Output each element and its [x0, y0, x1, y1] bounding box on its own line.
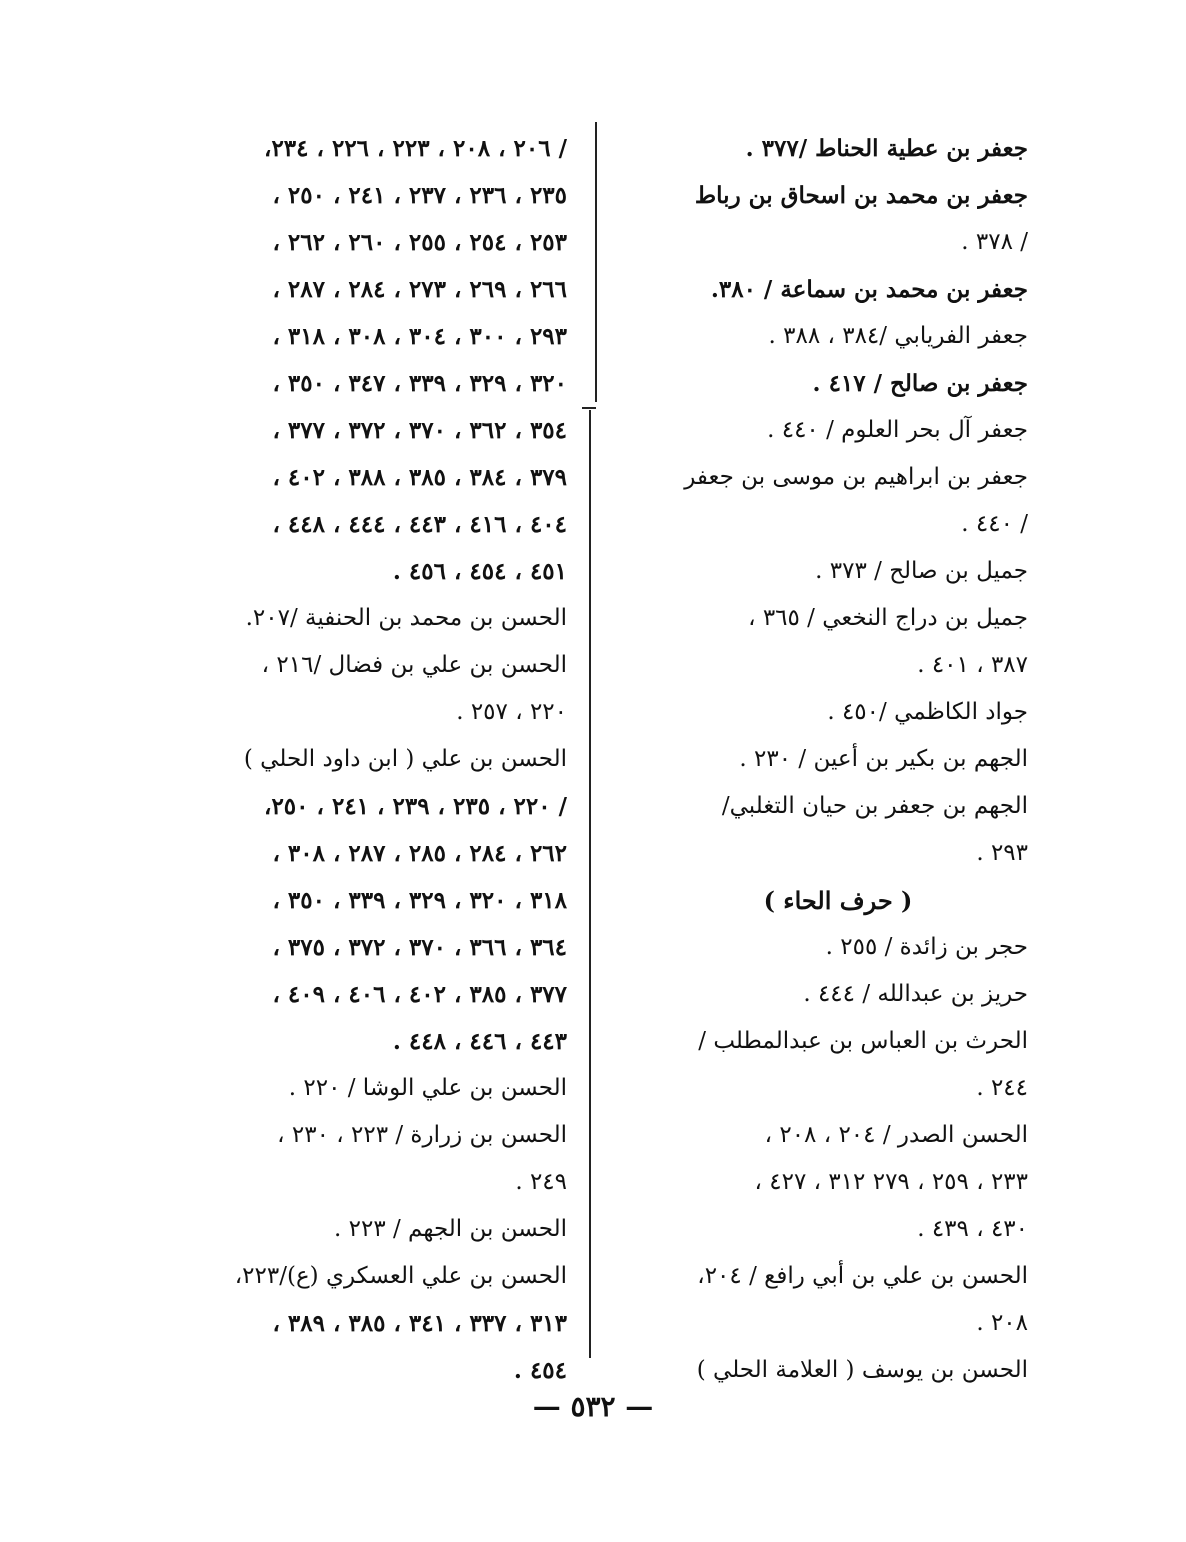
index-entry-line: / ٢٢٠ ، ٢٣٥ ، ٢٣٩ ، ٢٤١ ، ٢٥٠، [264, 793, 567, 820]
index-entry-line: ٤٠٤ ، ٤١٦ ، ٤٤٣ ، ٤٤٤ ، ٤٤٨ ، [272, 511, 567, 538]
index-entry-line: جعفر آل بحر العلوم / ٤٤٠ . [767, 417, 1028, 443]
index-entry-line: حجر بن زائدة / ٢٥٥ . [825, 934, 1028, 960]
index-entry-line: جعفر بن ابراهيم بن موسى بن جعفر [684, 464, 1028, 490]
index-entry-line: ٢٤٩ . [515, 1169, 567, 1195]
column-divider-tick [582, 407, 596, 409]
index-entry-line: ٢٦٦ ، ٢٦٩ ، ٢٧٣ ، ٢٨٤ ، ٢٨٧ ، [272, 276, 567, 303]
index-entry-line: جعفر بن عطية الحناط /٣٧٧ . [745, 135, 1028, 162]
index-column-right [608, 125, 1028, 1394]
index-entry-line: ٣٧٧ ، ٣٨٥ ، ٤٠٢ ، ٤٠٦ ، ٤٠٩ ، [272, 981, 567, 1008]
index-entry-line: الحسن بن علي ( ابن داود الحلي ) [243, 746, 567, 772]
index-entry-line: / ٢٠٦ ، ٢٠٨ ، ٢٢٣ ، ٢٢٦ ، ٢٣٤، [264, 135, 567, 162]
index-entry-line: ٤٣٠ ، ٤٣٩ . [917, 1216, 1028, 1242]
index-entry-line: ٤٤٣ ، ٤٤٦ ، ٤٤٨ . [392, 1028, 567, 1055]
index-entry-line: ٣٥٤ ، ٣٦٢ ، ٣٧٠ ، ٣٧٢ ، ٣٧٧ ، [272, 417, 567, 444]
index-entry-line: ٢٩٣ . [976, 840, 1028, 866]
index-entry-line: ٢٠٨ . [976, 1310, 1028, 1336]
index-entry-line: جعفر بن محمد بن اسحاق بن رباط [694, 182, 1028, 209]
index-entry-line: الحسن الصدر / ٢٠٤ ، ٢٠٨ ، [764, 1122, 1028, 1148]
index-entry-line: الحسن بن زرارة / ٢٢٣ ، ٢٣٠ ، [277, 1122, 567, 1148]
index-entry-line: ٢٢٠ ، ٢٥٧ . [456, 699, 567, 725]
index-entry-line: الحسن بن علي بن فضال /٢١٦ ، [261, 652, 567, 678]
index-entry-line: حريز بن عبدالله / ٤٤٤ . [803, 981, 1028, 1007]
index-entry-line: ٤٥٤ . [513, 1357, 567, 1384]
index-entry-line: جعفر الفريابي /٣٨٤ ، ٣٨٨ . [768, 323, 1028, 349]
index-entry-line: جميل بن دراج النخعي / ٣٦٥ ، [748, 605, 1028, 631]
index-entry-line: جعفر بن محمد بن سماعة / ٣٨٠. [710, 276, 1028, 303]
index-entry-line: الحسن بن علي بن أبي رافع / ٢٠٤، [697, 1263, 1028, 1289]
index-column-left [152, 125, 567, 1394]
index-entry-line: الجهم بن بكير بن أعين / ٢٣٠ . [739, 746, 1028, 772]
index-entry-line: ٣٢٠ ، ٣٢٩ ، ٣٣٩ ، ٣٤٧ ، ٣٥٠ ، [272, 370, 567, 397]
index-entry-line: الحسن بن علي الوشا / ٢٢٠ . [288, 1075, 567, 1101]
index-entry-line: الحسن بن علي العسكري (ع)/٢٢٣، [234, 1263, 567, 1289]
column-divider-top [595, 122, 597, 402]
section-heading: ( حرف الحاء ) [763, 886, 913, 915]
index-entry-line: / ٤٤٠ . [961, 511, 1028, 537]
index-entry-line: الحسن بن محمد بن الحنفية /٢٠٧. [245, 605, 567, 631]
index-entry-line: جواد الكاظمي /٤٥٠ . [827, 699, 1028, 725]
index-entry-line: ٣٦٤ ، ٣٦٦ ، ٣٧٠ ، ٣٧٢ ، ٣٧٥ ، [272, 934, 567, 961]
index-entry-line: ٤٥١ ، ٤٥٤ ، ٤٥٦ . [392, 558, 567, 585]
index-entry-line: الحرث بن العباس بن عبدالمطلب / [698, 1028, 1028, 1054]
index-entry-line: الجهم بن جعفر بن حيان التغلبي/ [721, 793, 1028, 819]
index-entry-line: الحسن بن الجهم / ٢٢٣ . [333, 1216, 567, 1242]
index-entry-line: ٢٣٣ ، ٢٥٩ ، ٢٧٩ ٣١٢ ، ٤٢٧ ، [754, 1169, 1028, 1195]
index-entry-line: ٢٦٢ ، ٢٨٤ ، ٢٨٥ ، ٢٨٧ ، ٣٠٨ ، [272, 840, 567, 867]
index-entry-line: ٢٩٣ ، ٣٠٠ ، ٣٠٤ ، ٣٠٨ ، ٣١٨ ، [272, 323, 567, 350]
index-entry-line: جميل بن صالح / ٣٧٣ . [815, 558, 1028, 584]
index-entry-line: ٣٧٩ ، ٣٨٤ ، ٣٨٥ ، ٣٨٨ ، ٤٠٢ ، [272, 464, 567, 491]
index-entry-line: جعفر بن صالح / ٤١٧ . [812, 370, 1028, 397]
page-number: — ٥٣٢ — [532, 1390, 654, 1423]
index-entry-line: ٢٣٥ ، ٢٣٦ ، ٢٣٧ ، ٢٤١ ، ٢٥٠ ، [272, 182, 567, 209]
index-entry-line: ٣١٣ ، ٣٣٧ ، ٣٤١ ، ٣٨٥ ، ٣٨٩ ، [272, 1310, 567, 1337]
index-entry-line: ٢٥٣ ، ٢٥٤ ، ٢٥٥ ، ٢٦٠ ، ٢٦٢ ، [272, 229, 567, 256]
index-entry-line: / ٣٧٨ . [961, 229, 1028, 255]
index-entry-line: ٣١٨ ، ٣٢٠ ، ٣٢٩ ، ٣٣٩ ، ٣٥٠ ، [272, 887, 567, 914]
index-entry-line: الحسن بن يوسف ( العلامة الحلي ) [696, 1357, 1028, 1383]
column-divider-bottom [589, 410, 591, 1358]
index-entry-line: ٢٤٤ . [976, 1075, 1028, 1101]
index-entry-line: ٣٨٧ ، ٤٠١ . [917, 652, 1028, 678]
